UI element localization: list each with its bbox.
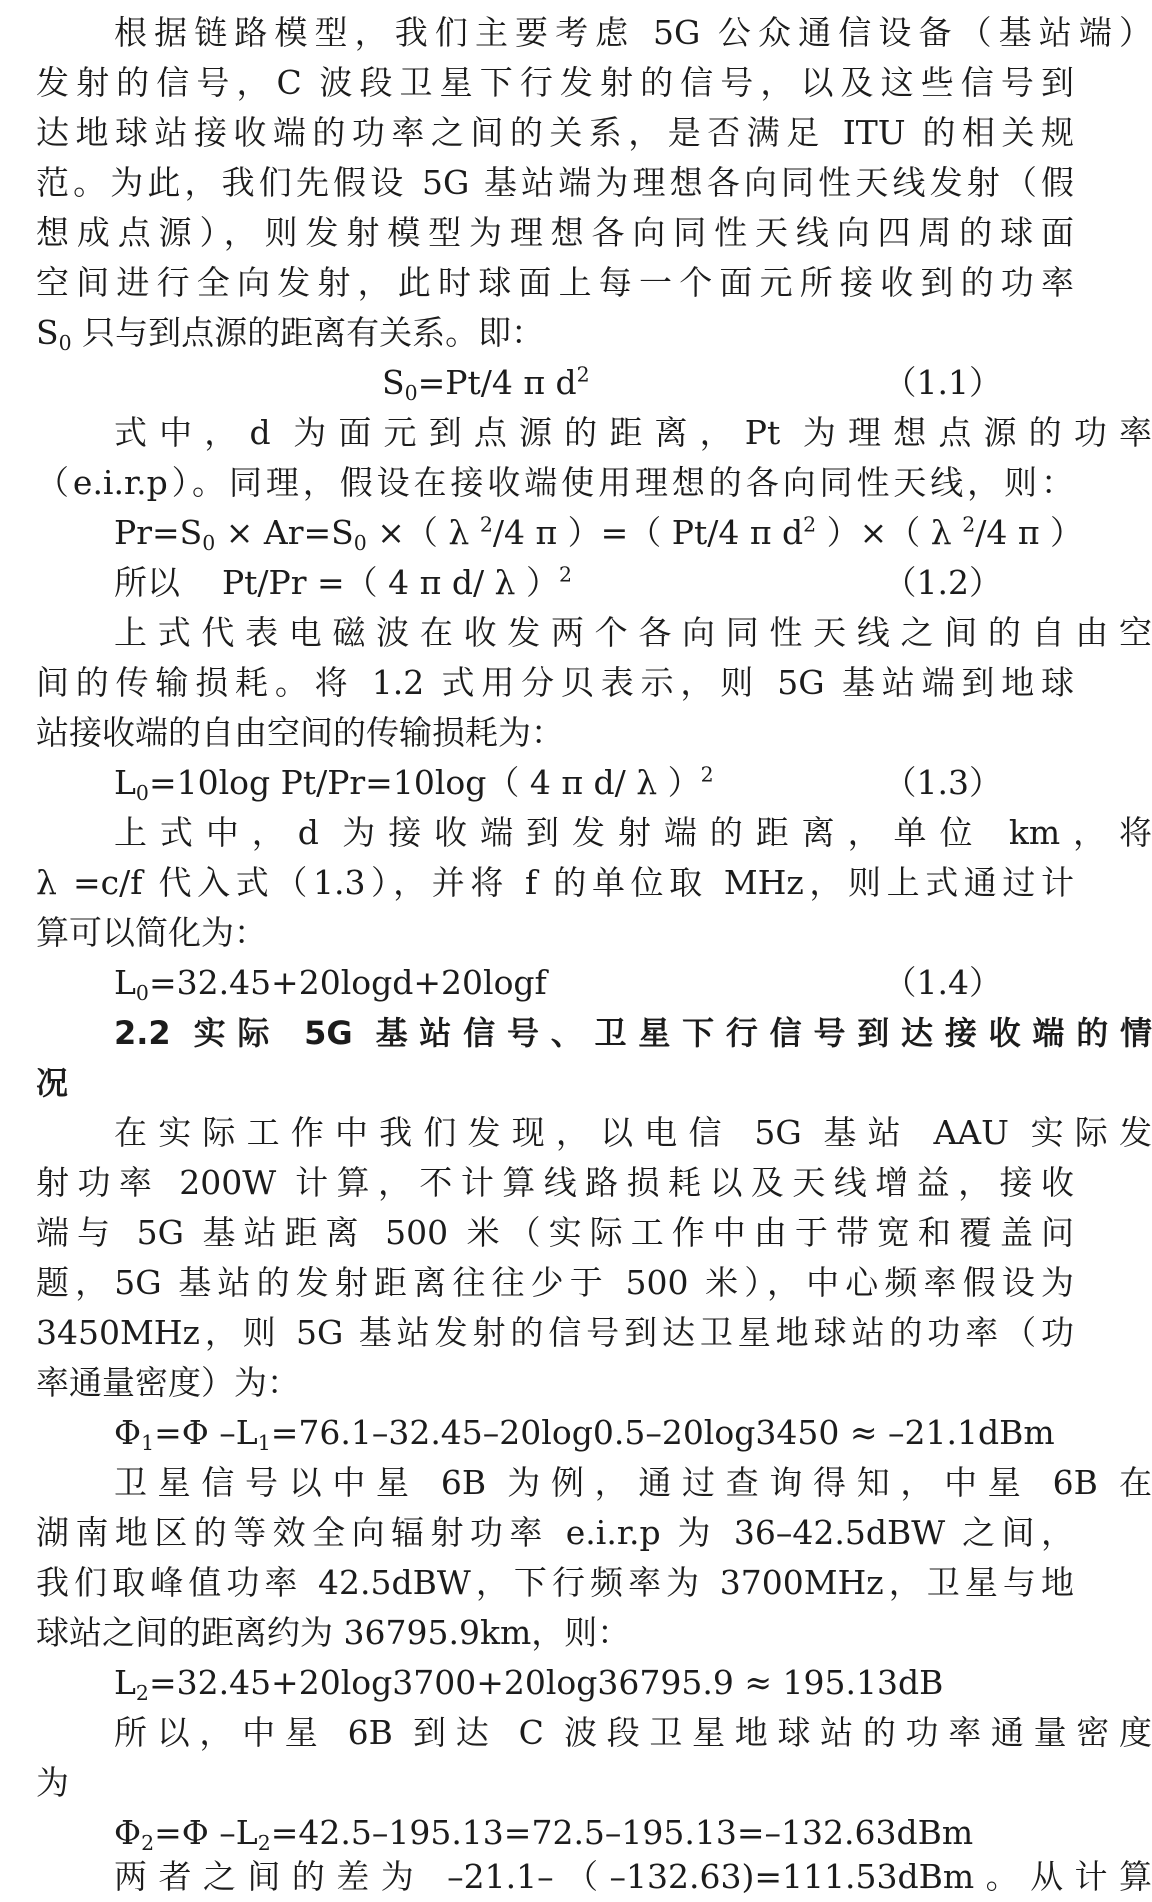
text-line: 为 <box>36 1763 69 1802</box>
text-line: 两者之间的差为 –21.1–（–132.63)=111.53dBm。从计算 <box>114 1857 1152 1896</box>
equation-number: （1.4） <box>883 963 1002 1002</box>
equation-pr: $Pr=S_0 \times Ar=S_0$ ×（ λ $^2$/4 π ）=（ Pt/4 π $d^2$ ）×（ λ $^2$/4 π ） <box>114 512 1084 556</box>
equation-1-2: 所以 Pt/Pr =（ 4 π d/ λ ）$^2$ <box>114 562 572 602</box>
text-line-s0: $S_0$ 只与到点源的距离有关系。即： <box>36 313 545 356</box>
equation-number: （1.3） <box>883 763 1002 802</box>
equation-l2: $L_2=32.45+20\log 3700+20\log 36795.9 \approx 195.13dB$ <box>114 1663 944 1706</box>
text-line: 式中，d 为面元到点源的距离，Pt 为理想点源的功率 <box>114 413 1152 452</box>
equation-1-1: $S_0=Pt/4$ π $d^2$ <box>382 362 590 406</box>
text-line: 上式代表电磁波在收发两个各向同性天线之间的自由空 <box>114 613 1152 652</box>
text-line: 空间进行全向发射，此时球面上每一个面元所接收到的功率 <box>36 263 1074 302</box>
text-line: 端与 5G 基站距离 500 米（实际工作中由于带宽和覆盖问 <box>36 1213 1074 1252</box>
text-line: 我们取峰值功率 42.5dBW，下行频率为 3700MHz，卫星与地 <box>36 1563 1074 1602</box>
text-line: 间的传输损耗。将 1.2 式用分贝表示，则 5G 基站端到地球 <box>36 663 1074 702</box>
text-line: 站接收端的自由空间的传输损耗为： <box>36 713 564 752</box>
text-line: 射功率 200W 计算，不计算线路损耗以及天线增益，接收 <box>36 1163 1074 1202</box>
text-line: 球站之间的距离约为 36795.9km，则： <box>36 1613 631 1652</box>
text-line: 在实际工作中我们发现，以电信 5G 基站 AAU 实际发 <box>114 1113 1152 1152</box>
text-line: 题，5G 基站的发射距离往往少于 500 米），中心频率假设为 <box>36 1263 1074 1302</box>
equation-number: （1.1） <box>883 363 1002 402</box>
equation-phi2: $\Phi_2=\Phi$ $-L_2=42.5-195.13=72.5-195.13=-132.63dBm$ <box>114 1813 974 1856</box>
text-line: 想成点源），则发射模型为理想各向同性天线向四周的球面 <box>36 213 1074 252</box>
text-line: 算可以简化为： <box>36 913 267 952</box>
text-line: 卫星信号以中星 6B 为例，通过查询得知，中星 6B 在 <box>114 1463 1152 1502</box>
equation-phi1: $\Phi_1=\Phi$ $-L_1=76.1-32.45-20\log 0.5-20\log 3450 \approx -21.1dBm$ <box>114 1413 1055 1456</box>
text-line: （e.i.r.p）。同理，假设在接收端使用理想的各向同性天线，则： <box>36 463 1074 502</box>
section-heading-cont: 况 <box>36 1064 69 1102</box>
text-line: λ =c/f 代入式（1.3），并将 f 的单位取 MHz，则上式通过计 <box>36 863 1074 902</box>
text-line: 范。为此，我们先假设 5G 基站端为理想各向同性天线发射（假 <box>36 163 1074 202</box>
text-line: 3450MHz，则 5G 基站发射的信号到达卫星地球站的功率（功 <box>36 1313 1074 1352</box>
text-line: 湖南地区的等效全向辐射功率 e.i.r.p 为 36–42.5dBW 之间， <box>36 1513 1074 1552</box>
text-line: 根据链路模型，我们主要考虑 5G 公众通信设备（基站端） <box>114 13 1152 52</box>
text-line: 上式中，d 为接收端到发射端的距离，单位 km，将 <box>114 813 1152 852</box>
equation-1-3: $L_0=10\log$ Pt/Pr=10log（ 4 π d/ λ ）$^2$ <box>114 762 714 806</box>
equation-number: （1.2） <box>883 563 1002 602</box>
section-heading: 2.2 实际 5G 基站信号、卫星下行信号到达接收端的情 <box>114 1014 1152 1052</box>
text-line: 所以，中星 6B 到达 C 波段卫星地球站的功率通量密度 <box>114 1713 1152 1752</box>
text-line: 率通量密度）为： <box>36 1363 300 1402</box>
text-line: 达地球站接收端的功率之间的关系，是否满足 ITU 的相关规 <box>36 113 1074 152</box>
equation-1-4: $L_0=32.45+20\log d+20\log f$ <box>114 963 547 1006</box>
text-line: 发射的信号，C 波段卫星下行发射的信号，以及这些信号到 <box>36 63 1074 102</box>
